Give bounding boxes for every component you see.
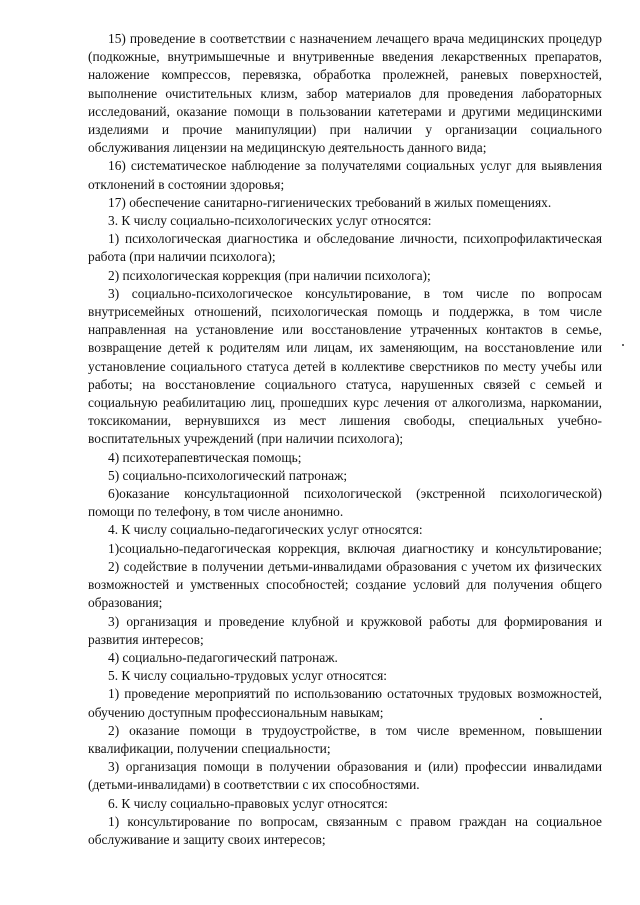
scan-speck [540, 718, 542, 720]
section-3-heading: 3. К числу социально-психологических услуг относятся: [108, 213, 432, 229]
paragraph-psychotherapy: 4) психотерапевтическая помощь; [108, 449, 302, 465]
paragraph-psych-diagnostics: 1) психологическая диагностика и обследование личности, психопрофилактическая работа (при наличии психолога); [88, 231, 602, 265]
paragraph-psych-correction: 2) психологическая коррекция (при наличии психолога); [108, 267, 431, 283]
section-6-heading: 6. К числу социально-правовых услуг относятся: [108, 795, 388, 811]
paragraph-employment-help: 2) оказание помощи в трудоустройстве, в том числе временном, повышении квалификации, получении специальности; [88, 722, 602, 756]
paragraph-psych-consulting: 3) социально-психологическое консультирование, в том числе по вопросам внутрисемейных отношений, психологическая помощь и поддержка, в том числе направленная на установление или восстановление утраченных контактов в семье, возвращение детей к родителям или лицам, их заменяющим, на восстановление или установление социального статуса детей в коллективе сверстников по месту учебы или работы; на восстановление социального статуса, нарушенных связей с семьей и социальную реабилитацию лиц, прошедших курс лечения от алкоголизма, наркомании, токсикомании, вернувшихся из мест лишения свободы, специальных учебно-воспитательных учреждений (при наличии психолога); [88, 285, 602, 447]
document-page [88, 30, 602, 849]
paragraph-16-health-monitoring: 16) систематическое наблюдение за получателями социальных услуг для выявления отклонений в состоянии здоровья; [88, 158, 602, 192]
paragraph-ped-patronage: 4) социально-педагогический патронаж. [108, 649, 338, 665]
paragraph-legal-consulting: 1) консультирование по вопросам, связанным с правом граждан на социальное обслуживание и защиту своих интересов; [88, 813, 602, 847]
paragraph-psych-patronage: 5) социально-психологический патронаж; [108, 467, 348, 483]
paragraph-labor-activities: 1) проведение мероприятий по использованию остаточных трудовых возможностей, обучению доступным профессиональным навыкам; [88, 686, 602, 720]
paragraph-17-sanitary-requirements: 17) обеспечение санитарно-гигиенических требований в жилых помещениях. [108, 194, 552, 210]
scan-speck [622, 344, 624, 346]
paragraph-clubs: 3) организация и проведение клубной и кружковой работы для формирования и развития интересов; [88, 613, 602, 647]
paragraph-education-profession: 3) организация помощи в получении образования и (или) профессии инвалидами (детьми-инвалидами) в соответствии с их способностями. [88, 759, 602, 793]
paragraph-education-assistance: 2) содействие в получении детьми-инвалидами образования с учетом их физических возможностей и умственных способностей; создание условий для получения общего образования; [88, 558, 602, 611]
paragraph-15-medical-procedures: 15) проведение в соответствии с назначением лечащего врача медицинских процедур (подкожные, внутримышечные и внутривенные введения лекарственных препаратов, наложение компрессов, перевязка, обработка пролежней, раневых поверхностей, выполнение очистительных клизм, забор материалов для проведения лабораторных исследований, оказание помощи в пользовании катетерами и другими медицинскими изделиями и прочие манипуляции) при наличии у организации социального обслуживания лицензии на медицинскую деятельность данного вида; [88, 31, 602, 156]
paragraph-ped-correction: 1)социально-педагогическая коррекция, включая диагностику и консультирование; [108, 540, 602, 556]
section-4-heading: 4. К числу социально-педагогических услуг относятся: [108, 522, 423, 538]
section-5-heading: 5. К числу социально-трудовых услуг относятся: [108, 668, 387, 684]
paragraph-phone-help: 6)оказание консультационной психологической (экстренной психологической) помощи по телефону, в том числе анонимно. [88, 486, 602, 520]
